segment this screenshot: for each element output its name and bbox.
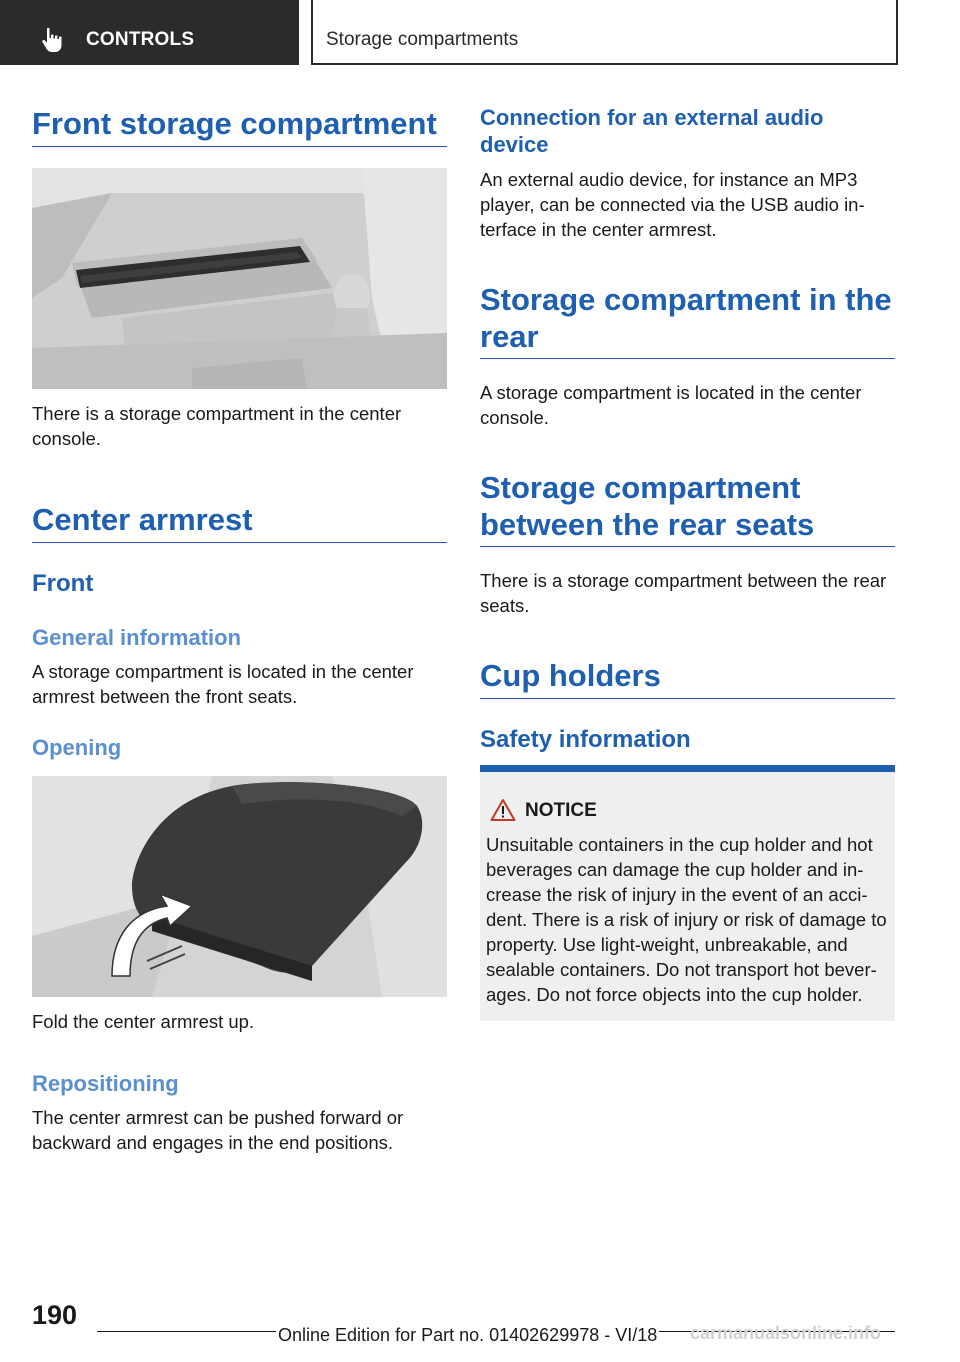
front-subheading: Front [32, 570, 94, 597]
edition-label: Online Edition for Part no. 01402629978 - VI/18 [278, 1325, 658, 1345]
opening-text: Fold the center armrest up. [32, 1011, 255, 1032]
warning-triangle-icon [490, 798, 516, 822]
repositioning-heading: Repositioning [32, 1071, 179, 1096]
section-label: CONTROLS [86, 29, 195, 50]
notice-text: Unsuitable containers in the cup holder and hot beverages can damage the cup holder and in-crease the risk of injury in the event of an acci-dent. There is a risk of injury or risk of damage to property. Use light-weight, unbreakable, and sealable containers. Do not transport hot bever-ages. Do not force objects into the cup holder. [486, 834, 887, 1005]
watermark: carmanualsonline.info [690, 1323, 882, 1343]
heading-rule [32, 146, 447, 147]
heading-rule [32, 542, 447, 543]
hand-pointer-icon [38, 26, 66, 54]
console-storage-image [32, 168, 447, 389]
heading-rule [480, 698, 895, 699]
cup-holders-heading: Cup holders [480, 658, 661, 693]
general-info-text: A storage compartment is located in the center armrest between the front seats. [32, 661, 414, 707]
audio-connection-text: An external audio device, for instance an MP3 player, can be connected via the USB audio in-terface in the center armrest. [480, 169, 865, 240]
chapter-header [311, 0, 898, 65]
opening-heading: Opening [32, 735, 122, 760]
between-seats-text: There is a storage compartment between the rear seats. [480, 570, 887, 616]
front-storage-heading: Front storage compartment [32, 106, 437, 141]
rear-storage-text: A storage compartment is located in the center console. [480, 382, 862, 428]
between-seats-heading: Storage compartment between the rear seats [480, 470, 815, 542]
heading-rule [480, 546, 895, 547]
notice-title: NOTICE [525, 800, 597, 821]
center-armrest-heading: Center armrest [32, 502, 253, 537]
audio-connection-heading: Connection for an external audio device [480, 105, 824, 157]
front-storage-text: There is a storage compartment in the center console. [32, 403, 402, 449]
general-info-heading: General information [32, 625, 242, 650]
safety-info-heading: Safety information [480, 726, 691, 753]
section-tab [0, 0, 299, 65]
heading-rule [480, 358, 895, 359]
page-number: 190 [32, 1300, 78, 1330]
notice-box [480, 765, 895, 1021]
rear-storage-heading: Storage compartment in the rear [480, 282, 892, 354]
repositioning-text: The center armrest can be pushed forward or backward and engages in the end positions. [32, 1107, 404, 1153]
chapter-title: Storage compartments [326, 29, 519, 50]
armrest-opening-image [32, 776, 447, 997]
